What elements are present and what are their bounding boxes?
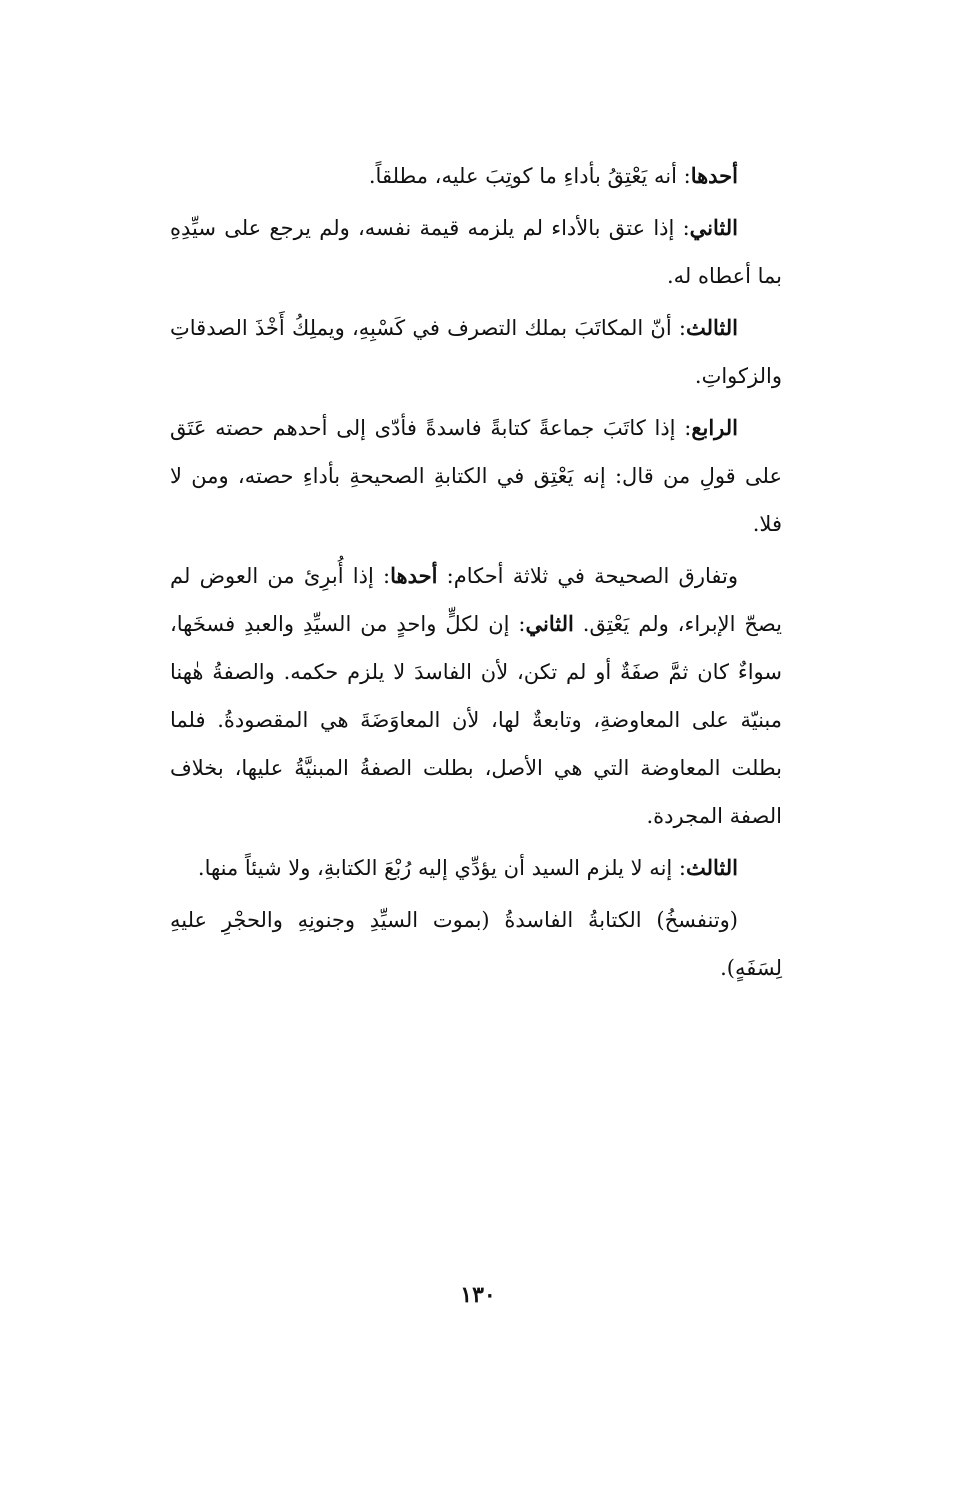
- paragraph-text: : إذا عتق بالأداء لم يلزمه قيمة نفسه، ولم يرجع على سيِّدِهِ بما أعطاه له.: [170, 216, 782, 288]
- paragraph-text: : إذا كاتَبَ جماعةً كتابةً فاسدةً فأدّى إلى أحدهم حصته عَتَق على قولِ من قال: إنه يَعْتِق في الكتابةِ الصحيحةِ بأداءِ حصته، ومن لا فلا.: [170, 416, 782, 536]
- paragraph-label: أحدها: [390, 563, 438, 588]
- paragraph-text: (وتنفسخُ) الكتابةُ الفاسدةُ (بموت السيِّدِ وجنونِهِ والحجْرِ عليهِ لِسَفَهٍ).: [170, 908, 782, 980]
- paragraph-first: [170, 152, 782, 200]
- paragraph-text: : إن لكلٍّ واحدٍ من السيِّدِ والعبدِ فسخَها، سواءٌ كان ثمَّ صفَةٌ أو لم تكن، لأن الفاسدَ لا يلزم حكمه. والصفةُ هٰهنا مبنيّة على المعاوضةِ، وتابعةٌ لها، لأن المعاوَضَةَ هي المقصودةُ. فلما بطلت المعاوضة التي هي الأصل، بطلت الصفةُ المبنيَّةُ عليها، بخلاف الصفة المجردة.: [170, 612, 782, 828]
- paragraph-text: : إذا أُبرِئ من العوض لم يصحّ الإبراء، ولم يَعْتِق.: [170, 564, 782, 636]
- page-body: [170, 152, 782, 996]
- paragraph-third: [170, 304, 782, 400]
- paragraph-third-difference: [170, 844, 782, 892]
- paragraph-label: الثاني: [525, 611, 574, 636]
- paragraph-differences: [170, 552, 782, 840]
- paragraph-second: [170, 204, 782, 300]
- paragraph-text: : أنه يَعْتِقُ بأداءِ ما كوتِبَ عليه، مطلقاً.: [368, 164, 691, 188]
- paragraph-text: : أنّ المكاتَبَ بملك التصرف في كَسْبِهِ، ويملِكُ أَخْذَ الصدقاتِ والزكواتِ.: [170, 316, 782, 388]
- paragraph-intro: وتفارق الصحيحة في ثلاثة أحكام:: [446, 564, 738, 588]
- paragraph-label: الثالث: [686, 315, 738, 340]
- paragraph-fourth: [170, 404, 782, 548]
- paragraph-label: الثالث: [686, 855, 738, 880]
- paragraph-text: : إنه لا يلزم السيد أن يؤدِّي إليه رُبْعَ الكتابةِ، ولا شيئاً منها.: [197, 856, 686, 880]
- paragraph-dissolution: [170, 896, 782, 992]
- paragraph-label: أحدها: [690, 163, 738, 188]
- paragraph-label: الرابع: [691, 415, 738, 440]
- paragraph-label: الثاني: [689, 215, 738, 240]
- page-number: ١٣٠: [460, 1282, 496, 1308]
